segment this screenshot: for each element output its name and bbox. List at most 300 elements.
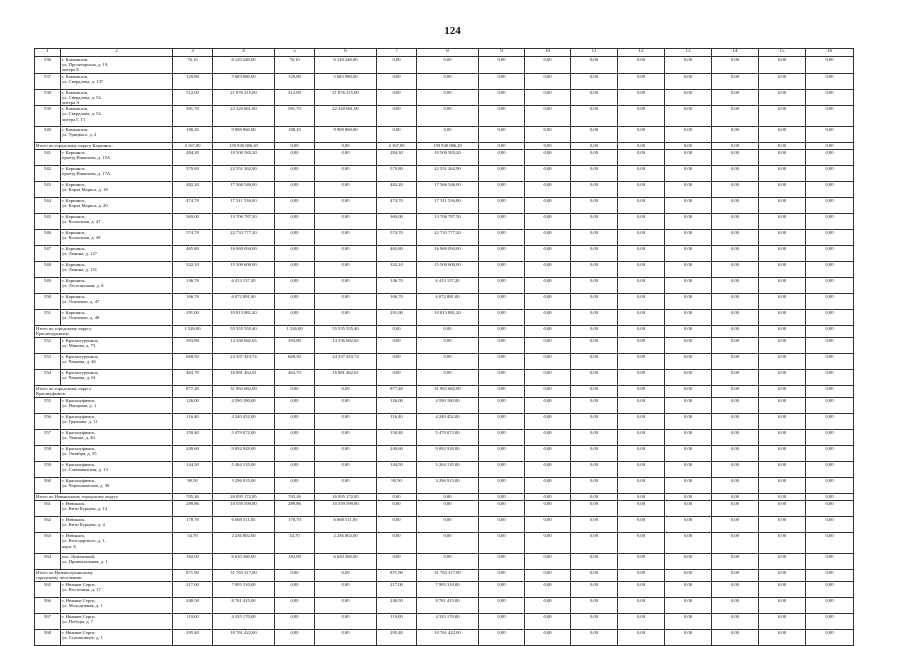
value-cell: 0,00 bbox=[479, 57, 525, 74]
value-cell: 0,00 bbox=[275, 198, 315, 214]
value-cell: 0,00 bbox=[618, 462, 665, 478]
value-cell: 0,00 bbox=[417, 338, 479, 354]
value-cell: 6 630 260,00 bbox=[315, 554, 377, 570]
table-row bbox=[35, 198, 854, 214]
value-cell: 0,00 bbox=[759, 430, 806, 446]
value-cell: 0,00 bbox=[712, 278, 759, 294]
row-number-cell: 552 bbox=[35, 338, 61, 354]
value-cell: 0,00 bbox=[665, 554, 712, 570]
value-cell: 0,00 bbox=[571, 294, 618, 310]
value-cell: 0,00 bbox=[525, 598, 571, 614]
value-cell: 0,00 bbox=[377, 57, 417, 74]
value-cell: 0,00 bbox=[618, 501, 665, 517]
value-cell: 22 733 777,20 bbox=[213, 230, 275, 246]
row-number-cell: 542 bbox=[35, 166, 61, 182]
value-cell: 0,00 bbox=[759, 246, 806, 262]
value-cell: 0,00 bbox=[806, 494, 854, 501]
row-number-cell: 564 bbox=[35, 554, 61, 570]
value-cell: 159 940 086,20 bbox=[417, 143, 479, 150]
value-cell: 0,00 bbox=[479, 150, 525, 166]
value-cell: 0,00 bbox=[806, 73, 854, 89]
row-number-cell: 536 bbox=[35, 57, 61, 74]
value-cell: 0,00 bbox=[315, 462, 377, 478]
value-cell: 0,00 bbox=[712, 198, 759, 214]
table-row bbox=[35, 598, 854, 614]
value-cell: 0,00 bbox=[759, 598, 806, 614]
value-cell: 332,10 bbox=[173, 262, 213, 278]
address-cell: г. Краснотурьинск, ул. Чапаева, д. 61 bbox=[61, 370, 173, 386]
column-number-header: 6 bbox=[315, 49, 377, 57]
value-cell: 0,00 bbox=[417, 73, 479, 89]
table-body bbox=[35, 57, 854, 646]
value-cell: 0,00 bbox=[665, 89, 712, 106]
value-cell: 0,00 bbox=[479, 370, 525, 386]
address-cell: г. Карпинск, ул. Колхозная, д. 49 bbox=[61, 230, 173, 246]
value-cell: 0,00 bbox=[618, 166, 665, 182]
value-cell: 3 296 915,00 bbox=[213, 478, 275, 494]
value-cell: 0,00 bbox=[618, 478, 665, 494]
table-row bbox=[35, 398, 854, 414]
value-cell: 0,00 bbox=[377, 533, 417, 554]
value-cell: 8 761 415,00 bbox=[213, 598, 275, 614]
value-cell: 0,00 bbox=[275, 246, 315, 262]
value-cell: 0,00 bbox=[377, 494, 417, 501]
value-cell: 0,00 bbox=[665, 398, 712, 414]
value-cell: 76,10 bbox=[275, 57, 315, 74]
value-cell: 0,00 bbox=[275, 614, 315, 630]
value-cell: 6 120 240,00 bbox=[213, 57, 275, 74]
value-cell: 0,00 bbox=[525, 462, 571, 478]
address-cell: г. Невьянск, ул. Володарского, д. 1, корп. Б bbox=[61, 533, 173, 554]
value-cell: 0,00 bbox=[618, 73, 665, 89]
address-cell: г. Карпинск, ул. Осипенко, д. 48 bbox=[61, 310, 173, 326]
value-cell: 0,00 bbox=[759, 198, 806, 214]
value-cell: 0,00 bbox=[571, 354, 618, 370]
value-cell: 0,00 bbox=[275, 430, 315, 446]
value-cell: 90,50 bbox=[173, 478, 213, 494]
value-cell: 0,00 bbox=[275, 398, 315, 414]
value-cell: 0,00 bbox=[665, 386, 712, 398]
value-cell: 0,00 bbox=[377, 517, 417, 533]
register-table bbox=[34, 48, 854, 646]
value-cell: 0,00 bbox=[571, 246, 618, 262]
value-cell: 0,00 bbox=[618, 570, 665, 582]
value-cell: 0,00 bbox=[479, 598, 525, 614]
row-number-cell: 565 bbox=[35, 582, 61, 598]
subtotal-label: Итого по Нижнесергинскому городскому поселению: bbox=[35, 570, 173, 582]
value-cell: 0,00 bbox=[479, 143, 525, 150]
value-cell: 240,50 bbox=[377, 598, 417, 614]
value-cell: 178,70 bbox=[275, 517, 315, 533]
value-cell: 0,00 bbox=[618, 278, 665, 294]
value-cell: 0,00 bbox=[618, 598, 665, 614]
value-cell: 0,00 bbox=[275, 278, 315, 294]
value-cell: 0,00 bbox=[759, 386, 806, 398]
value-cell: 0,00 bbox=[618, 370, 665, 386]
column-number-header: 7 bbox=[377, 49, 417, 57]
value-cell: 0,00 bbox=[571, 182, 618, 198]
value-cell: 16 881 462,01 bbox=[213, 370, 275, 386]
value-cell: 0,00 bbox=[806, 127, 854, 143]
value-cell: 0,00 bbox=[525, 478, 571, 494]
value-cell: 0,00 bbox=[712, 582, 759, 598]
value-cell: 0,00 bbox=[712, 570, 759, 582]
table-row bbox=[35, 501, 854, 517]
value-cell: 0,00 bbox=[479, 414, 525, 430]
value-cell: 217,00 bbox=[173, 582, 213, 598]
value-cell: 0,00 bbox=[525, 143, 571, 150]
value-cell: 0,00 bbox=[665, 614, 712, 630]
value-cell: 22 551 262,90 bbox=[417, 166, 479, 182]
value-cell: 0,00 bbox=[479, 310, 525, 326]
value-cell: 24 337 410,74 bbox=[213, 354, 275, 370]
value-cell: 0,00 bbox=[806, 310, 854, 326]
value-cell: 0,00 bbox=[525, 430, 571, 446]
value-cell: 0,00 bbox=[525, 326, 571, 338]
value-cell: 0,00 bbox=[712, 430, 759, 446]
value-cell: 0,00 bbox=[377, 354, 417, 370]
value-cell: 0,00 bbox=[479, 614, 525, 630]
value-cell: 0,00 bbox=[525, 501, 571, 517]
value-cell: 182,00 bbox=[173, 554, 213, 570]
value-cell: 0,00 bbox=[377, 73, 417, 89]
value-cell: 6 413 137,20 bbox=[213, 278, 275, 294]
table-row bbox=[35, 73, 854, 89]
value-cell: 0,00 bbox=[759, 294, 806, 310]
value-cell: 0,00 bbox=[759, 501, 806, 517]
value-cell: 0,00 bbox=[806, 57, 854, 74]
row-number-cell: 539 bbox=[35, 106, 61, 127]
value-cell: 0,00 bbox=[275, 582, 315, 598]
value-cell: 877,40 bbox=[173, 386, 213, 398]
column-number-header: 13 bbox=[665, 49, 712, 57]
value-cell: 512,00 bbox=[275, 89, 315, 106]
value-cell: 0,00 bbox=[712, 338, 759, 354]
address-cell: г. Камышлов, ул. Свердлова, д. 52, литера А bbox=[61, 89, 173, 106]
value-cell: 0,00 bbox=[417, 89, 479, 106]
column-number-header: 10 bbox=[525, 49, 571, 57]
value-cell: 0,00 bbox=[479, 262, 525, 278]
column-number-header: 11 bbox=[571, 49, 618, 57]
value-cell: 0,00 bbox=[315, 582, 377, 598]
row-number-cell: 553 bbox=[35, 354, 61, 370]
column-number-header: 4 bbox=[213, 49, 275, 57]
value-cell: 0,00 bbox=[618, 106, 665, 127]
address-cell: г. Карпинск, ул. Колхозная, д. 47 bbox=[61, 214, 173, 230]
value-cell: 0,00 bbox=[665, 598, 712, 614]
value-cell: 129,80 bbox=[275, 73, 315, 89]
value-cell: 0,00 bbox=[712, 614, 759, 630]
value-cell: 150,40 bbox=[377, 430, 417, 446]
value-cell: 0,00 bbox=[712, 182, 759, 198]
table-row bbox=[35, 89, 854, 106]
value-cell: 0,00 bbox=[479, 230, 525, 246]
value-cell: 0,00 bbox=[525, 278, 571, 294]
value-cell: 0,00 bbox=[315, 430, 377, 446]
value-cell: 0,00 bbox=[618, 127, 665, 143]
value-cell: 6 072 881,00 bbox=[213, 294, 275, 310]
value-cell: 289,86 bbox=[275, 501, 315, 517]
value-cell: 0,00 bbox=[571, 462, 618, 478]
value-cell: 0,00 bbox=[759, 326, 806, 338]
value-cell: 0,00 bbox=[759, 182, 806, 198]
value-cell: 0,00 bbox=[479, 630, 525, 646]
value-cell: 0,00 bbox=[525, 246, 571, 262]
value-cell: 0,00 bbox=[806, 478, 854, 494]
value-cell: 0,00 bbox=[712, 370, 759, 386]
row-number-cell: 548 bbox=[35, 262, 61, 278]
value-cell: 0,00 bbox=[571, 386, 618, 398]
value-cell: 8 761 415,00 bbox=[417, 598, 479, 614]
address-cell: г. Камышлов, ул. Свердлова, д. 52, литера Г, Г1 bbox=[61, 106, 173, 127]
value-cell: 0,00 bbox=[665, 494, 712, 501]
value-cell: 4 240 452,00 bbox=[213, 414, 275, 430]
value-cell: 0,00 bbox=[571, 494, 618, 501]
value-cell: 166,70 bbox=[377, 294, 417, 310]
value-cell: 150,40 bbox=[173, 430, 213, 446]
value-cell: 31 763 317,00 bbox=[213, 570, 275, 582]
value-cell: 24 337 410,74 bbox=[315, 354, 377, 370]
value-cell: 0,00 bbox=[806, 554, 854, 570]
value-cell: 10 500 583,20 bbox=[417, 150, 479, 166]
value-cell: 0,00 bbox=[806, 414, 854, 430]
value-cell: 178,70 bbox=[173, 517, 213, 533]
value-cell: 0,00 bbox=[315, 182, 377, 198]
value-cell: 0,00 bbox=[525, 630, 571, 646]
value-cell: 7 905 310,00 bbox=[417, 582, 479, 598]
value-cell: 0,00 bbox=[665, 630, 712, 646]
row-number-cell: 554 bbox=[35, 370, 61, 386]
row-number-cell: 540 bbox=[35, 127, 61, 143]
value-cell: 0,00 bbox=[525, 494, 571, 501]
value-cell: 0,00 bbox=[525, 386, 571, 398]
value-cell: 0,00 bbox=[479, 533, 525, 554]
table-row bbox=[35, 582, 854, 598]
subtotal-row bbox=[35, 570, 854, 582]
address-cell: г. Красноуфимск, ул. Ленина, д. 40 bbox=[61, 430, 173, 446]
value-cell: 16 969 094,00 bbox=[417, 246, 479, 262]
value-cell: 0,00 bbox=[571, 414, 618, 430]
row-number-cell: 566 bbox=[35, 598, 61, 614]
value-cell: 249,60 bbox=[173, 446, 213, 462]
value-cell: 0,00 bbox=[275, 262, 315, 278]
table-row bbox=[35, 370, 854, 386]
value-cell: 31 963 682,00 bbox=[417, 386, 479, 398]
column-number-header: 2 bbox=[61, 49, 173, 57]
value-cell: 0,00 bbox=[315, 310, 377, 326]
value-cell: 0,00 bbox=[665, 582, 712, 598]
address-cell: г. Краснотурьинск, ул. Чапаева, д. 46 bbox=[61, 354, 173, 370]
value-cell: 54,70 bbox=[275, 533, 315, 554]
value-cell: 0,00 bbox=[315, 630, 377, 646]
value-cell: 1 526,00 bbox=[173, 326, 213, 338]
value-cell: 0,00 bbox=[759, 462, 806, 478]
value-cell: 482,20 bbox=[377, 182, 417, 198]
value-cell: 0,00 bbox=[712, 73, 759, 89]
value-cell: 0,00 bbox=[377, 554, 417, 570]
value-cell: 10 761 422,00 bbox=[417, 630, 479, 646]
value-cell: 0,00 bbox=[665, 73, 712, 89]
address-cell: г. Красноуфимск, ул. Грязнова, д. 11 bbox=[61, 414, 173, 430]
value-cell: 2 236 802,00 bbox=[315, 533, 377, 554]
value-cell: 0,00 bbox=[806, 338, 854, 354]
value-cell: 0,00 bbox=[665, 262, 712, 278]
value-cell: 0,00 bbox=[806, 370, 854, 386]
address-cell: г. Камышлов, ул. Урицкого, д. 2 bbox=[61, 127, 173, 143]
value-cell: 0,00 bbox=[377, 370, 417, 386]
value-cell: 0,00 bbox=[377, 326, 417, 338]
value-cell: 0,00 bbox=[665, 533, 712, 554]
value-cell: 0,00 bbox=[712, 462, 759, 478]
value-cell: 0,00 bbox=[618, 57, 665, 74]
value-cell: 0,00 bbox=[571, 614, 618, 630]
value-cell: 463,70 bbox=[173, 370, 213, 386]
value-cell: 0,00 bbox=[479, 198, 525, 214]
value-cell: 13 706 787,50 bbox=[213, 214, 275, 230]
value-cell: 0,00 bbox=[525, 294, 571, 310]
value-cell: 0,00 bbox=[479, 582, 525, 598]
value-cell: 0,00 bbox=[759, 278, 806, 294]
value-cell: 393,80 bbox=[173, 338, 213, 354]
value-cell: 0,00 bbox=[275, 446, 315, 462]
value-cell: 0,00 bbox=[712, 398, 759, 414]
value-cell: 0,00 bbox=[806, 446, 854, 462]
value-cell: 0,00 bbox=[417, 354, 479, 370]
value-cell: 0,00 bbox=[571, 89, 618, 106]
row-number-cell: 544 bbox=[35, 198, 61, 214]
value-cell: 0,00 bbox=[315, 143, 377, 150]
value-cell: 0,00 bbox=[618, 614, 665, 630]
value-cell: 217,00 bbox=[377, 582, 417, 598]
table-row bbox=[35, 150, 854, 166]
value-cell: 0,00 bbox=[618, 230, 665, 246]
page-number: 124 bbox=[444, 25, 461, 37]
subtotal-label: Итого по Невьянскому городскому округу bbox=[35, 494, 173, 501]
table-row bbox=[35, 182, 854, 198]
value-cell: 0,00 bbox=[759, 338, 806, 354]
value-cell: 0,00 bbox=[759, 554, 806, 570]
value-cell: 482,20 bbox=[173, 182, 213, 198]
row-number-cell: 543 bbox=[35, 182, 61, 198]
value-cell: 0,00 bbox=[759, 214, 806, 230]
value-cell: 9 092 928,00 bbox=[417, 446, 479, 462]
value-cell: 0,00 bbox=[275, 150, 315, 166]
column-number-header: 14 bbox=[712, 49, 759, 57]
value-cell: 465,80 bbox=[173, 246, 213, 262]
column-number-header: 5 bbox=[275, 49, 315, 57]
value-cell: 7 905 310,00 bbox=[213, 582, 275, 598]
value-cell: 0,00 bbox=[525, 398, 571, 414]
value-cell: 0,00 bbox=[417, 494, 479, 501]
value-cell: 0,00 bbox=[759, 262, 806, 278]
value-cell: 249,60 bbox=[377, 446, 417, 462]
value-cell: 0,00 bbox=[712, 127, 759, 143]
value-cell: 0,00 bbox=[417, 106, 479, 127]
value-cell: 0,00 bbox=[618, 630, 665, 646]
table-row bbox=[35, 354, 854, 370]
value-cell: 0,00 bbox=[806, 326, 854, 338]
value-cell: 182,00 bbox=[275, 554, 315, 570]
value-cell: 0,00 bbox=[618, 354, 665, 370]
value-cell: 0,00 bbox=[275, 462, 315, 478]
value-cell: 22 733 777,20 bbox=[417, 230, 479, 246]
value-cell: 55 555 555,40 bbox=[213, 326, 275, 338]
value-cell: 291,00 bbox=[173, 310, 213, 326]
value-cell: 369,00 bbox=[377, 214, 417, 230]
row-number-cell: 561 bbox=[35, 501, 61, 517]
value-cell: 0,00 bbox=[275, 143, 315, 150]
value-cell: 0,00 bbox=[618, 386, 665, 398]
value-cell: 0,00 bbox=[712, 478, 759, 494]
table-row bbox=[35, 517, 854, 533]
table-row bbox=[35, 310, 854, 326]
row-number-cell: 538 bbox=[35, 89, 61, 106]
value-cell: 0,00 bbox=[525, 182, 571, 198]
value-cell: 0,00 bbox=[759, 630, 806, 646]
table-row bbox=[35, 533, 854, 554]
value-cell: 116,40 bbox=[173, 414, 213, 430]
row-number-cell: 556 bbox=[35, 414, 61, 430]
value-cell: 0,00 bbox=[571, 73, 618, 89]
value-cell: 0,00 bbox=[571, 214, 618, 230]
value-cell: 0,00 bbox=[665, 338, 712, 354]
value-cell: 0,00 bbox=[571, 326, 618, 338]
value-cell: 0,00 bbox=[315, 246, 377, 262]
value-cell: 0,00 bbox=[377, 106, 417, 127]
value-cell: 284,30 bbox=[377, 150, 417, 166]
subtotal-row bbox=[35, 386, 854, 398]
value-cell: 119,00 bbox=[377, 614, 417, 630]
value-cell: 0,00 bbox=[571, 150, 618, 166]
column-number-header: 8 bbox=[417, 49, 479, 57]
table-row bbox=[35, 246, 854, 262]
value-cell: 0,00 bbox=[712, 598, 759, 614]
address-cell: г. Нижние Серги, ул. Стахановцев, д. 1 bbox=[61, 630, 173, 646]
value-cell: 0,00 bbox=[479, 570, 525, 582]
value-cell: 0,00 bbox=[712, 494, 759, 501]
value-cell: 0,00 bbox=[479, 398, 525, 414]
value-cell: 3 296 915,00 bbox=[417, 478, 479, 494]
value-cell: 0,00 bbox=[665, 127, 712, 143]
value-cell: 0,00 bbox=[315, 214, 377, 230]
value-cell: 14 336 682,65 bbox=[315, 338, 377, 354]
row-number-cell: 547 bbox=[35, 246, 61, 262]
value-cell: 0,00 bbox=[479, 386, 525, 398]
value-cell: 0,00 bbox=[479, 446, 525, 462]
value-cell: 369,00 bbox=[173, 214, 213, 230]
value-cell: 0,00 bbox=[315, 294, 377, 310]
value-cell: 0,00 bbox=[479, 278, 525, 294]
value-cell: 0,00 bbox=[806, 570, 854, 582]
value-cell: 0,00 bbox=[806, 182, 854, 198]
value-cell: 0,00 bbox=[806, 598, 854, 614]
value-cell: 0,00 bbox=[618, 89, 665, 106]
value-cell: 0,00 bbox=[417, 501, 479, 517]
value-cell: 0,00 bbox=[618, 182, 665, 198]
row-number-cell: 545 bbox=[35, 214, 61, 230]
value-cell: 0,00 bbox=[275, 598, 315, 614]
value-cell: 0,00 bbox=[665, 517, 712, 533]
value-cell: 0,00 bbox=[618, 246, 665, 262]
value-cell: 0,00 bbox=[806, 501, 854, 517]
value-cell: 0,00 bbox=[618, 582, 665, 598]
value-cell: 0,00 bbox=[759, 166, 806, 182]
address-cell: г. Нижние Серги, ул. Победы, д. 7 bbox=[61, 614, 173, 630]
value-cell: 0,00 bbox=[571, 278, 618, 294]
value-cell: 0,00 bbox=[759, 614, 806, 630]
value-cell: 0,00 bbox=[712, 326, 759, 338]
value-cell: 6 668 511,05 bbox=[315, 517, 377, 533]
